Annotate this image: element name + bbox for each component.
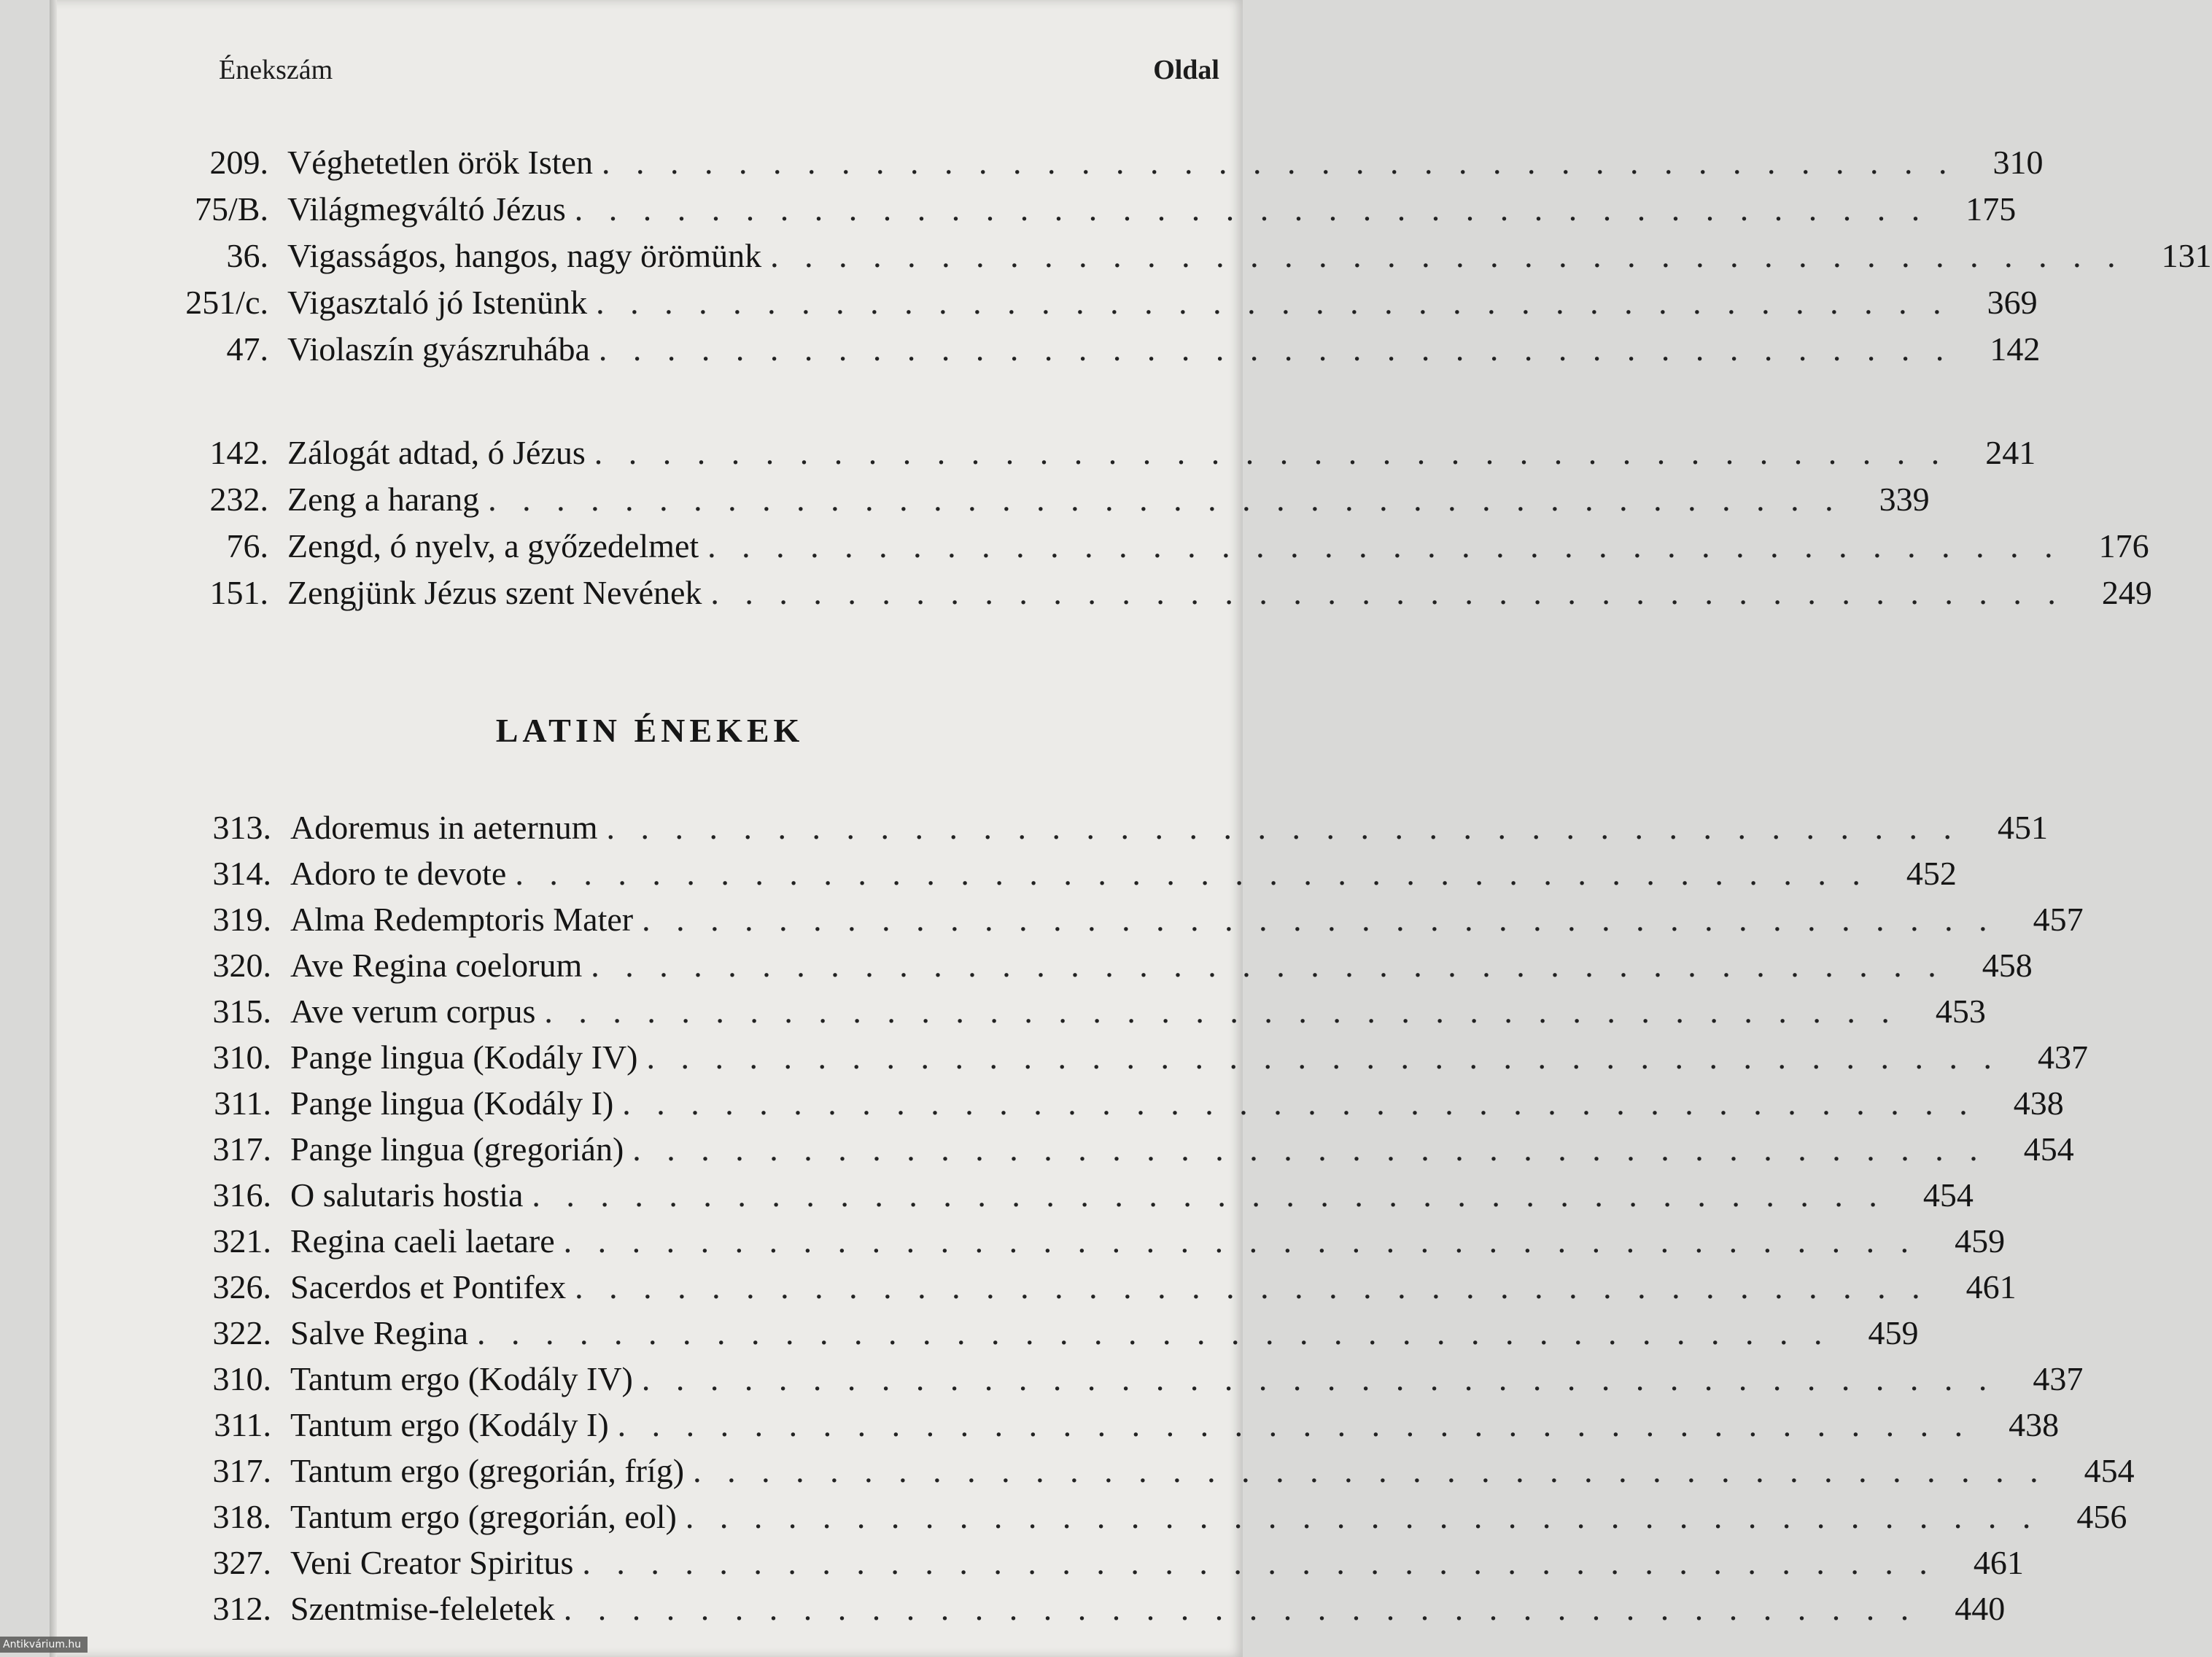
song-title: Zengjünk Jézus szent Nevének bbox=[287, 573, 702, 611]
leader-dots: . . . . . . . . . . . . . . . . . . . . . . . . . . . . . . . . . . . . . . . . bbox=[693, 1451, 2047, 1489]
leader-dots: . . . . . . . . . . . . . . . . . . . . . . . . . . . . . . . . . . . . . . . . bbox=[575, 1268, 1929, 1305]
watermark-stamp: Antikvárium.hu bbox=[0, 1637, 88, 1653]
index-entry bbox=[162, 1035, 2088, 1079]
index-entry bbox=[162, 1494, 2127, 1538]
song-title: Zeng a harang bbox=[287, 480, 480, 518]
leader-dots: . . . . . . . . . . . . . . . . . . . . . . . . . . . . . . . . . . . . . . . . bbox=[601, 143, 1956, 181]
leader-dots: . . . . . . . . . . . . . . . . . . . . . . . . . . . . . . . . . . . . . . . . bbox=[515, 854, 1869, 892]
page-number: 461 bbox=[1973, 1543, 2024, 1581]
index-entry bbox=[162, 1265, 2017, 1308]
song-number: 75/B. bbox=[195, 190, 268, 228]
song-number: 76. bbox=[226, 527, 268, 564]
song-number: 313. bbox=[212, 808, 271, 846]
leader-dots: . . . . . . . . . . . . . . . . . . . . . . . . . . . . . . . . . . . . . . . . bbox=[641, 1359, 1996, 1397]
index-entry bbox=[162, 1173, 1974, 1216]
song-title: Vigasztaló jó Istenünk bbox=[287, 283, 588, 321]
index-entry bbox=[162, 1357, 2084, 1400]
song-title: Pange lingua (gregorián) bbox=[290, 1130, 624, 1168]
leader-dots: . . . . . . . . . . . . . . . . . . . . . . . . . . . . . . . . . . . . . . . . bbox=[596, 283, 1950, 321]
leader-dots: . . . . . . . . . . . . . . . . . . . . . . . . . . . . . . . . . . . . . . . . bbox=[544, 992, 1898, 1030]
page-number: 310 bbox=[1992, 143, 2044, 181]
index-entry bbox=[159, 524, 2149, 567]
song-number: 321. bbox=[212, 1222, 271, 1260]
song-number: 315. bbox=[212, 992, 271, 1030]
leader-dots: . . . . . . . . . . . . . . . . . . . . . . . . . . . . . . . . . . . . . . . . bbox=[582, 1543, 1936, 1581]
leader-dots: . . . . . . . . . . . . . . . . . . . . . . . . . . . . . . . . . . . . . . . . bbox=[707, 527, 2062, 564]
page-number: 454 bbox=[2084, 1451, 2135, 1489]
song-number: 311. bbox=[214, 1405, 271, 1443]
song-title: Zengd, ó nyelv, a győzedelmet bbox=[287, 527, 699, 564]
leader-dots: . . . . . . . . . . . . . . . . . . . . . . . . . . . . . . . . . . . . . . . . bbox=[606, 808, 1961, 846]
leader-dots: . . . . . . . . . . . . . . . . . . . . . . . . . . . . . . . . . . . . . . . . bbox=[591, 946, 1945, 984]
song-title: Tantum ergo (Kodály I) bbox=[290, 1405, 609, 1443]
index-entry bbox=[162, 1448, 2135, 1492]
song-title: Szentmise-feleletek bbox=[290, 1589, 555, 1627]
page-number: 437 bbox=[2038, 1038, 2088, 1076]
song-number: 317. bbox=[212, 1451, 271, 1489]
page-number: 249 bbox=[2101, 573, 2152, 611]
song-title: Tantum ergo (gregorián, fríg) bbox=[290, 1451, 685, 1489]
song-title: Adoro te devote bbox=[290, 854, 507, 892]
page-number: 458 bbox=[1982, 946, 2033, 984]
page-number: 339 bbox=[1879, 480, 1930, 518]
index-entry bbox=[159, 233, 2212, 277]
song-number: 232. bbox=[209, 480, 268, 518]
leader-dots: . . . . . . . . . . . . . . . . . . . . . . . . . . . . . . . . . . . . . . . . bbox=[563, 1222, 1918, 1260]
book-page bbox=[50, 0, 2212, 1657]
song-number: 326. bbox=[212, 1268, 271, 1305]
song-title: Sacerdos et Pontifex bbox=[290, 1268, 567, 1305]
song-title: Adoremus in aeternum bbox=[290, 808, 598, 846]
index-entry bbox=[159, 430, 2036, 474]
index-entry bbox=[162, 1402, 2060, 1446]
index-entry bbox=[162, 989, 1986, 1033]
leader-dots: . . . . . . . . . . . . . . . . . . . . . . . . . . . . . . . . . . . . . . . . bbox=[617, 1405, 1972, 1443]
index-entry bbox=[162, 1081, 2064, 1125]
index-entry bbox=[159, 570, 2152, 614]
song-title: Zálogát adtad, ó Jézus bbox=[287, 433, 586, 471]
song-number: 314. bbox=[212, 854, 271, 892]
song-title: Alma Redemptoris Mater bbox=[290, 900, 634, 938]
index-entry bbox=[162, 1311, 1919, 1354]
song-title: Tantum ergo (Kodály IV) bbox=[290, 1359, 633, 1397]
page-number: 461 bbox=[1965, 1268, 2017, 1305]
song-number: 319. bbox=[212, 900, 271, 938]
page-number: 459 bbox=[1955, 1222, 2006, 1260]
leader-dots: . . . . . . . . . . . . . . . . . . . . . . . . . . . . . . . . . . . . . . . . bbox=[622, 1084, 1976, 1122]
song-number: 310. bbox=[212, 1038, 271, 1076]
page-number: 131 bbox=[2161, 236, 2212, 274]
song-number: 318. bbox=[212, 1497, 271, 1535]
song-title: Pange lingua (Kodály I) bbox=[290, 1084, 614, 1122]
song-title: Pange lingua (Kodály IV) bbox=[290, 1038, 638, 1076]
leader-dots: . . . . . . . . . . . . . . . . . . . . . . . . . . . . . . . . . . . . . . . . bbox=[594, 433, 1949, 471]
song-title: Ave Regina coelorum bbox=[290, 946, 583, 984]
index-entry bbox=[162, 1586, 2006, 1630]
page-number: 453 bbox=[1935, 992, 1986, 1030]
leader-dots: . . . . . . . . . . . . . . . . . . . . . . . . . . . . . . . . . . . . . . . . bbox=[646, 1038, 2000, 1076]
index-entry bbox=[162, 943, 2033, 987]
page-number: 175 bbox=[1965, 190, 2017, 228]
page-number: 438 bbox=[2009, 1405, 2060, 1443]
song-title: Világmegváltó Jézus bbox=[287, 190, 566, 228]
leader-dots: . . . . . . . . . . . . . . . . . . . . . . . . . . . . . . . . . . . . . . . . bbox=[710, 573, 2065, 611]
index-entry bbox=[159, 140, 2044, 184]
page-number: 459 bbox=[1868, 1313, 1919, 1351]
index-entry bbox=[162, 1540, 2024, 1584]
page-number: 438 bbox=[2013, 1084, 2064, 1122]
song-number: 209. bbox=[209, 143, 268, 181]
song-title: Veni Creator Spiritus bbox=[290, 1543, 574, 1581]
index-entry bbox=[159, 327, 2041, 370]
song-number: 322. bbox=[212, 1313, 271, 1351]
section-title-latin: LATIN ÉNEKEK bbox=[495, 712, 804, 749]
index-entry bbox=[162, 851, 1957, 895]
page-number: 454 bbox=[2023, 1130, 2074, 1168]
song-title: Violaszín gyászruhába bbox=[287, 330, 590, 368]
leader-dots: . . . . . . . . . . . . . . . . . . . . . . . . . . . . . . . . . . . . . . . . bbox=[532, 1176, 1886, 1214]
song-number: 327. bbox=[212, 1543, 271, 1581]
page-edge bbox=[50, 0, 57, 1657]
song-number: 47. bbox=[226, 330, 268, 368]
column-header-song-number: Énekszám bbox=[219, 55, 333, 85]
song-number: 151. bbox=[209, 573, 268, 611]
leader-dots: . . . . . . . . . . . . . . . . . . . . . . . . . . . . . . . . . . . . . . . . bbox=[632, 1130, 1987, 1168]
leader-dots: . . . . . . . . . . . . . . . . . . . . . . . . . . . . . . . . . . . . . . . . bbox=[770, 236, 2124, 274]
song-number: 316. bbox=[212, 1176, 271, 1214]
page-number: 452 bbox=[1906, 854, 1957, 892]
page-number: 369 bbox=[1987, 283, 2038, 321]
leader-dots: . . . . . . . . . . . . . . . . . . . . . . . . . . . . . . . . . . . . . . . . bbox=[574, 190, 1929, 228]
song-number: 317. bbox=[212, 1130, 271, 1168]
song-number: 142. bbox=[209, 433, 268, 471]
page-number: 440 bbox=[1955, 1589, 2006, 1627]
page-number: 457 bbox=[2033, 900, 2084, 938]
leader-dots: . . . . . . . . . . . . . . . . . . . . . . . . . . . . . . . . . . . . . . . . bbox=[685, 1497, 2040, 1535]
song-number: 320. bbox=[212, 946, 271, 984]
page-number: 451 bbox=[1998, 808, 2049, 846]
leader-dots: . . . . . . . . . . . . . . . . . . . . . . . . . . . . . . . . . . . . . . . . bbox=[642, 900, 1996, 938]
song-title: Vigasságos, hangos, nagy örömünk bbox=[287, 236, 762, 274]
index-entry bbox=[162, 1219, 2006, 1262]
page-number: 176 bbox=[2098, 527, 2149, 564]
index-entry bbox=[159, 187, 2017, 230]
leader-dots: . . . . . . . . . . . . . . . . . . . . . . . . . . . . . . . . . . . . . . . . bbox=[477, 1313, 1831, 1351]
index-entry bbox=[159, 477, 1930, 521]
page-number: 241 bbox=[1985, 433, 2036, 471]
song-number: 311. bbox=[214, 1084, 271, 1122]
song-number: 310. bbox=[212, 1359, 271, 1397]
index-entry bbox=[162, 805, 2049, 849]
song-number: 312. bbox=[212, 1589, 271, 1627]
song-title: Véghetetlen örök Isten bbox=[287, 143, 593, 181]
index-entry bbox=[159, 280, 2038, 324]
song-title: Ave verum corpus bbox=[290, 992, 536, 1030]
page-number: 456 bbox=[2076, 1497, 2127, 1535]
column-header-page: Oldal bbox=[1153, 55, 1219, 85]
song-number: 36. bbox=[226, 236, 268, 274]
song-title: O salutaris hostia bbox=[290, 1176, 524, 1214]
index-entry bbox=[162, 897, 2084, 941]
song-title: Salve Regina bbox=[290, 1313, 468, 1351]
song-title: Tantum ergo (gregorián, eol) bbox=[290, 1497, 677, 1535]
page-number: 437 bbox=[2033, 1359, 2084, 1397]
leader-dots: . . . . . . . . . . . . . . . . . . . . . . . . . . . . . . . . . . . . . . . . bbox=[598, 330, 1953, 368]
song-title: Regina caeli laetare bbox=[290, 1222, 555, 1260]
leader-dots: . . . . . . . . . . . . . . . . . . . . . . . . . . . . . . . . . . . . . . . . bbox=[563, 1589, 1918, 1627]
leader-dots: . . . . . . . . . . . . . . . . . . . . . . . . . . . . . . . . . . . . . . . . bbox=[488, 480, 1842, 518]
page-number: 142 bbox=[1990, 330, 2041, 368]
index-entry bbox=[162, 1127, 2074, 1171]
song-number: 251/c. bbox=[185, 283, 268, 321]
page-number: 454 bbox=[1922, 1176, 1974, 1214]
